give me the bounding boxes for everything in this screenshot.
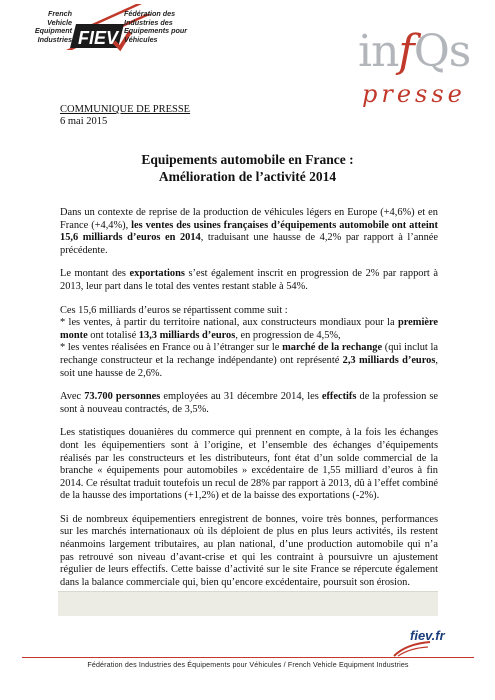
paragraph-trade-balance: Les statistiques douanières du commerce qui prennent en compte, à la fois les échanges dont les équipementiers sont à l’origine, et l’ensemble des échanges d’équipements réalisés par les constructeurs et les distributeurs, font état d’un solde commercial de la branche « équipements pour automobiles » excédentaire de 1,55 milliard d’euros à fin 2014. Ce résultat traduit toutefois un recul de 28% par rapport à 2013, dû à l’effet combiné de la hausse des importations (+1,2%) et de la baisse des exportations (-2%). <box>60 427 438 502</box>
title-line-2: Amélioration de l’activité 2014 <box>158 169 337 184</box>
press-release-body <box>60 207 438 589</box>
footer-grey-band <box>58 591 438 616</box>
infos-presse-logo <box>352 28 477 120</box>
fiev-logo <box>6 2 206 64</box>
footer-swoosh-icon <box>392 640 432 658</box>
presse-wordmark: presse <box>362 80 466 108</box>
press-release-label: COMMUNIQUE DE PRESSE <box>60 104 191 115</box>
infos-wordmark: infQs <box>358 26 471 77</box>
logo-french-name: Fédération des Industries des Equipements pour Véhicules <box>124 9 188 44</box>
website-link[interactable]: fiev.fr <box>410 628 445 643</box>
footer-organization-name: Fédération des Industries des Équipements pour Véhicules / French Vehicle Equipment Industries <box>87 661 409 669</box>
release-date: 6 mai 2015 <box>60 116 108 127</box>
paragraph-employment: Avec 73.700 personnes employées au 31 décembre 2014, les effectifs de la profession se sont à nouveau contractés, de 3,5%. <box>60 391 438 415</box>
paragraph-outlook: Si de nombreux équipementiers enregistrent de bonnes, voire très bonnes, performances sur les marchés internationaux où ils déploient de plus en plus leurs activités, ils restent néanmoins largement tributaires, au plan national, d’une production automobile qui n’a pas retrouvé son niveau d’avant-crise et qui les contraint à poursuivre un ajustement régulier de leurs effectifs. Cette baisse d’activité sur le site France se répercute également dans la balance commerciale qui, bien qu’encore excédentaire, poursuit son érosion. <box>60 513 438 588</box>
svg-text:FIEV: FIEV <box>78 28 119 48</box>
paragraph-production-context: Dans un contexte de reprise de la production de véhicules légers en Europe (+4,6%) et en France (+4,4%), les ventes des usines françaises d’équipements automobile ont atteint 15,6 milliards d’euros en 2014, traduisant une hausse de 4,2% par rapport à l’année précédente. <box>60 207 438 256</box>
logo-english-name: French Vehicle Equipment Industries <box>34 9 72 44</box>
paragraph-breakdown: Ces 15,6 milliards d’euros se répartissent comme suit : * les ventes, à partir du territoire national, aux constructeurs mondiaux pour la première monte ont totalisé 13,3 milliards d’euros, en progression de 4,5%, * les ventes réalisées en France ou à l’étranger sur le marché de la rechange (qui inclut la rechange constructeur et la rechange indépendante) ont représenté 2,3 milliards d’euros, soit une hausse de 2,6%. <box>60 304 438 379</box>
footer-divider <box>22 657 474 658</box>
title-line-1: Equipements automobile en France : <box>141 152 354 167</box>
paragraph-exports: Le montant des exportations s’est également inscrit en progression de 2% par rapport à 2013, leur part dans le total des ventes restant stable à 54%. <box>60 268 438 292</box>
